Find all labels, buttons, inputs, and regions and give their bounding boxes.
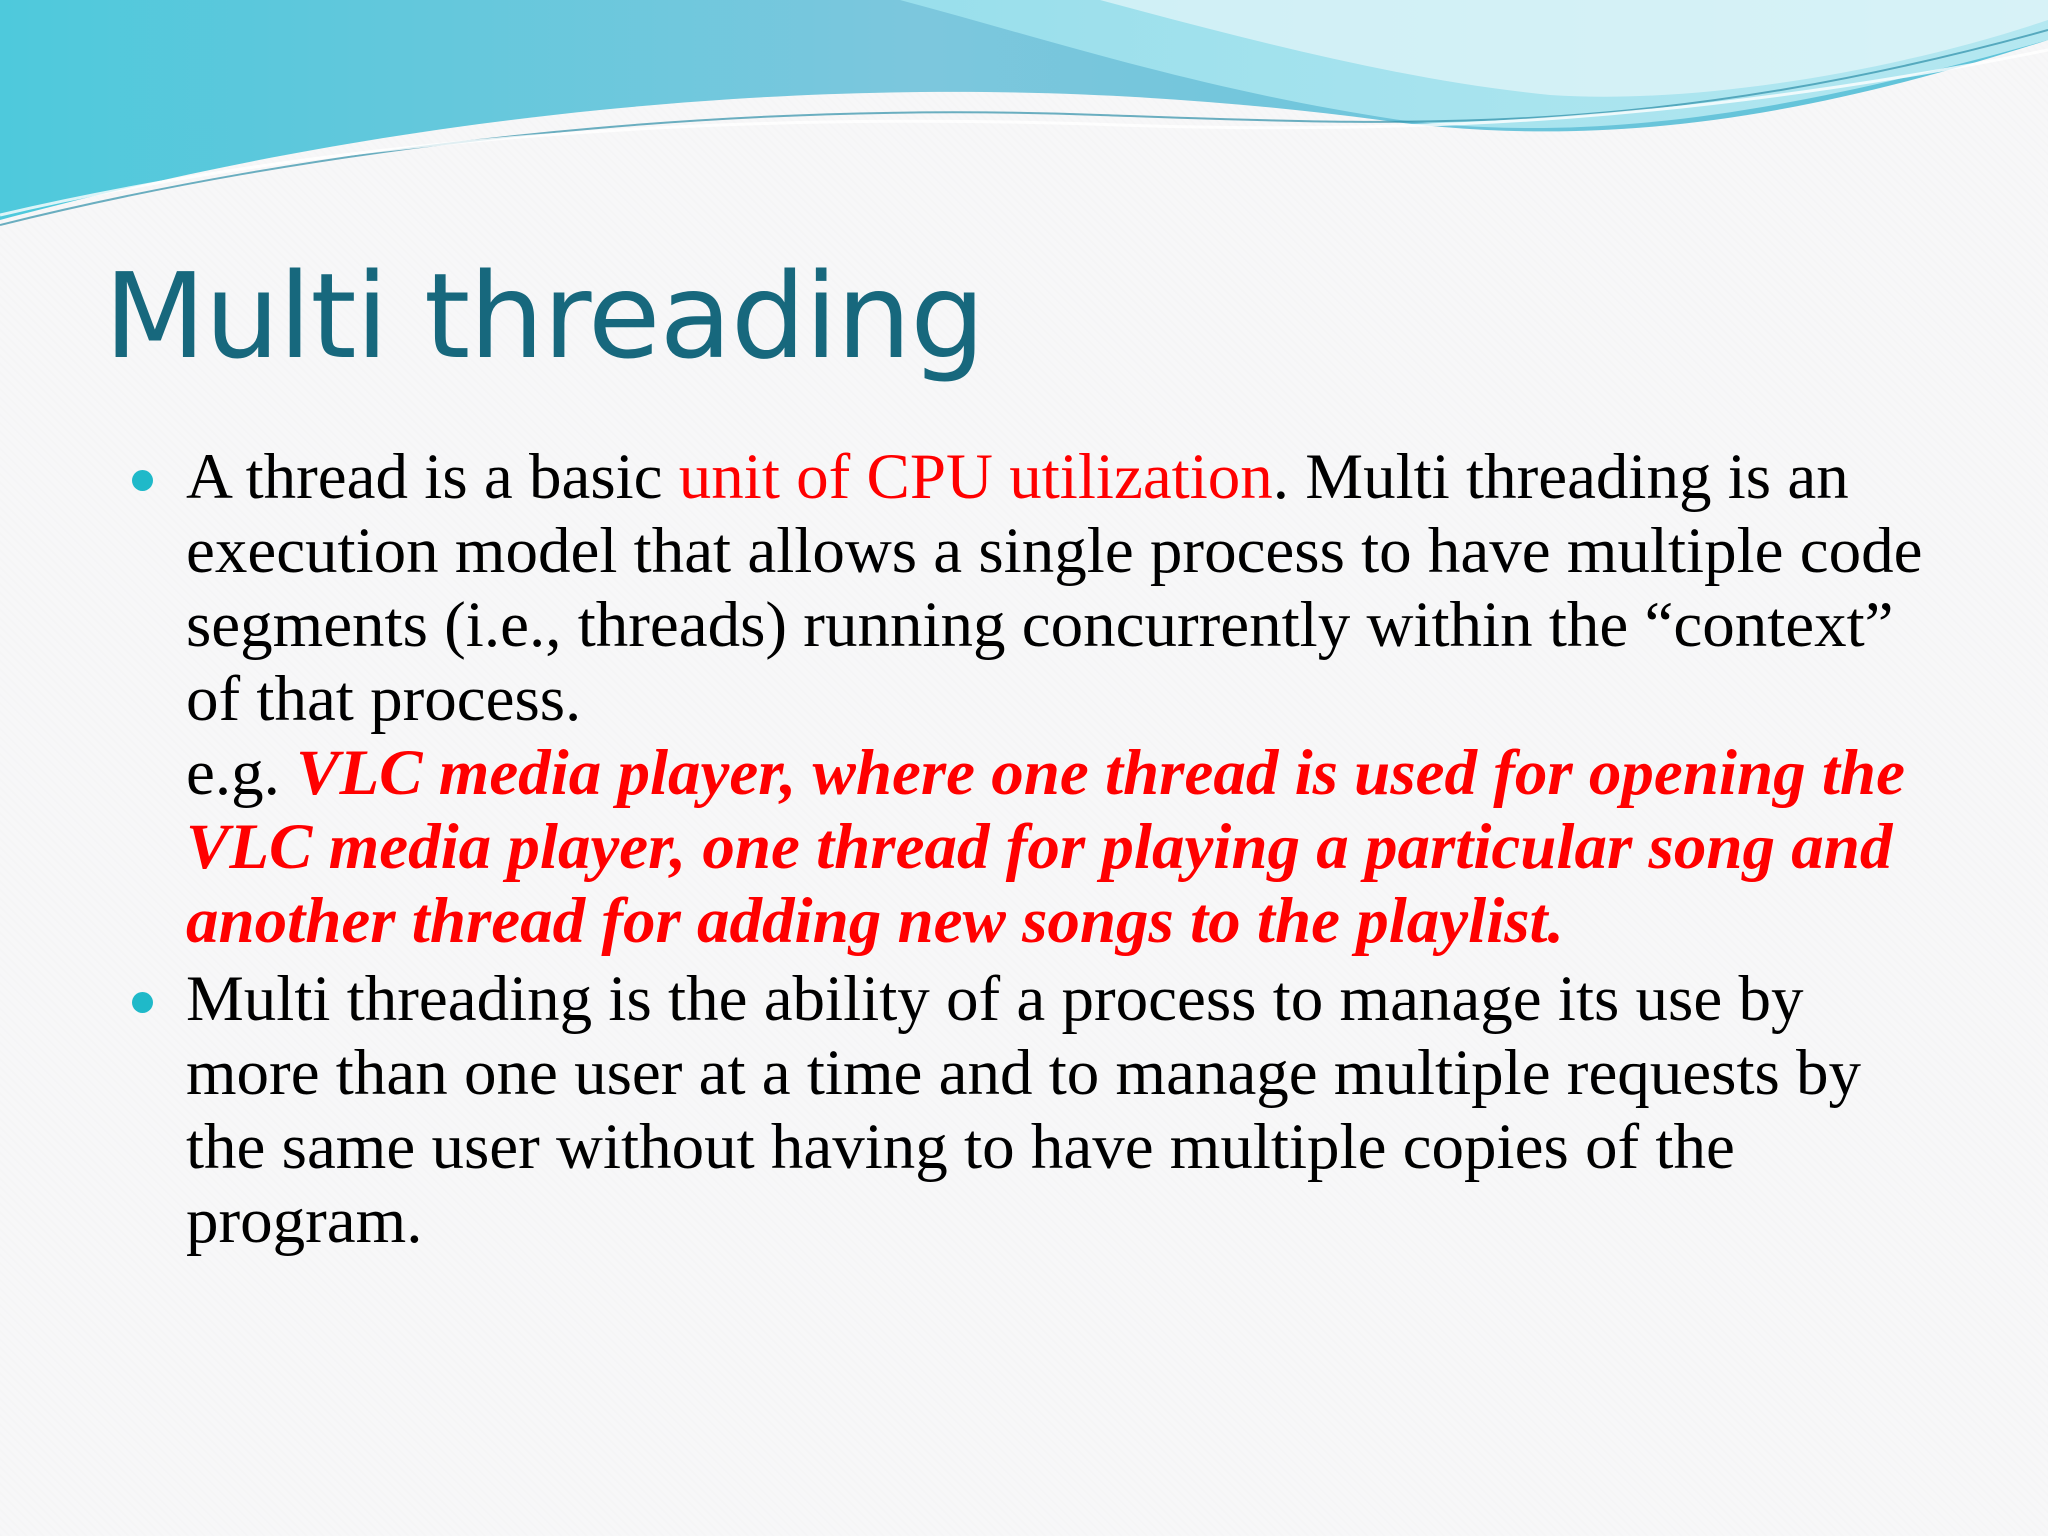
bullet-list xyxy=(128,440,1928,1262)
slide-title: Multi threading xyxy=(104,247,985,385)
example-prefix: e.g. xyxy=(186,737,297,809)
example-line xyxy=(186,736,1928,958)
bullet-item xyxy=(128,440,1928,958)
bullet-marker-icon xyxy=(132,470,153,491)
bullet-text: Multi threading is the ability of a process to manage its use by more than one user at a time and to manage multiple requests by the same user without having to have multiple copies of the program. xyxy=(186,963,1862,1257)
bullet-text-start: A thread is a basic xyxy=(186,441,679,513)
bullet-text-end: . Multi threading is an execution model that allows a single process to have multiple code segments (i.e., threads) running concurrently within the “context” of that process. xyxy=(186,441,1923,735)
bullet-item xyxy=(128,962,1928,1258)
bullet-text xyxy=(186,440,1928,736)
header-wave-decoration xyxy=(0,0,2048,240)
example-text: VLC media player, where one thread is used for opening the VLC media player, one thread for playing a particular song and another thread for adding new songs to the playlist. xyxy=(186,737,1905,957)
bullet-marker-icon xyxy=(132,992,153,1013)
highlighted-term: unit of CPU utilization xyxy=(678,441,1273,513)
